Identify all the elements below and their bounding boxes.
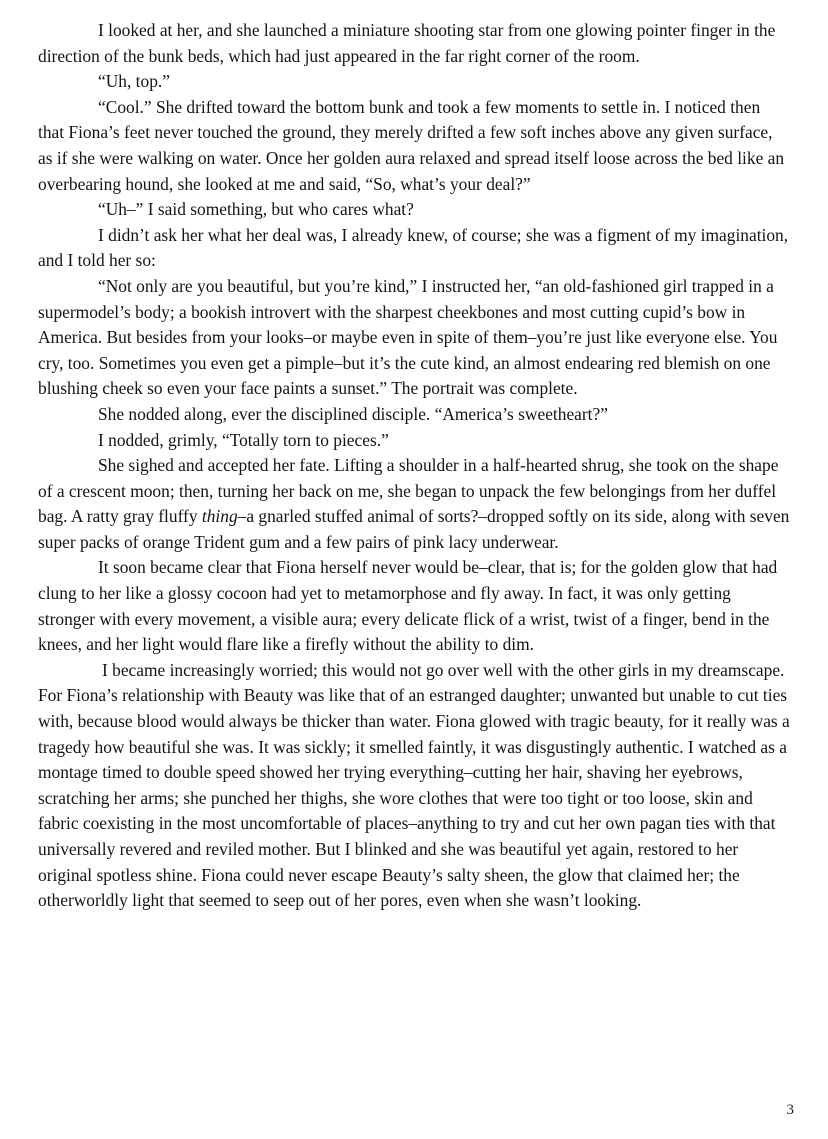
paragraph: I didn’t ask her what her deal was, I already knew, of course; she was a figment of my imagination, and I told her so: <box>38 224 789 271</box>
paragraph: I looked at her, and she launched a miniature shooting star from one glowing pointer finger in the direction of the bunk beds, which had just appeared in the far right corner of the room. <box>38 20 776 66</box>
page-number: 3 <box>786 1102 794 1118</box>
document-body <box>38 18 790 914</box>
paragraph-text: She sighed and accepted her fate. Lifting a shoulder in a half-hearted shrug, she took on the shape of a crescent moon; then, turning her back on me, she began to unpack the few belongings from her duffel bag. A ratty gray fluffy <box>38 455 779 527</box>
paragraph: I nodded, grimly, “Totally torn to pieces.” <box>98 429 389 450</box>
paragraph: She nodded along, ever the disciplined disciple. “America’s sweetheart?” <box>98 403 608 424</box>
paragraph <box>38 453 790 555</box>
paragraph: “Uh, top.” <box>98 71 170 92</box>
paragraph-text: –a gnarled stuffed animal of sorts?–dropped softly on its side, along with seven super packs of orange Trident gum and a few pairs of pink lacy underwear. <box>38 506 790 552</box>
paragraph: It soon became clear that Fiona herself never would be–clear, that is; for the golden glow that had clung to her like a glossy cocoon had yet to metamorphose and fly away. In fact, it was only getting stronger with every movement, a visible aura; every delicate flick of a wrist, twist of a finger, bend in the knees, and her light would flare like a firefly without the ability to dim. <box>38 557 778 655</box>
paragraph: “Cool.” She drifted toward the bottom bunk and took a few moments to settle in. I noticed then that Fiona’s feet never touched the ground, they merely drifted a few soft inches above any given surface, as if she were walking on water. Once her golden aura relaxed and spread itself loose across the bed like an overbearing hound, she looked at me and said, “So, what’s your deal?” <box>38 96 785 194</box>
paragraph: “Not only are you beautiful, but you’re kind,” I instructed her, “an old-fashioned girl trapped in a supermodel’s body; a bookish introvert with the sharpest cheekbones and most cutting cupid’s bow in America. But besides from your looks–or maybe even in spite of them–you’re just like everyone else. You cry, too. Sometimes you even get a pimple–but it’s the cute kind, an almost endearing red blemish on one blushing cheek so even your face paints a sunset.” The portrait was complete. <box>38 275 778 399</box>
paragraph: I became increasingly worried; this would not go over well with the other girls in my dreamscape. For Fiona’s relationship with Beauty was like that of an estranged daughter; unwanted but unable to cut ties with, because blood would always be thicker than water. Fiona glowed with tragic beauty, for it really was a tragedy how beautiful she was. It was sickly; it smelled faintly, it was disgustingly authentic. I watched as a montage timed to double speed showed her trying everything–cutting her hair, shaving her eyebrows, scratching her arms; she punched her thighs, she wore clothes that were too tight or too loose, skin and fabric coexisting in the most uncomfortable of places–anything to try and cut her own pagan ties with that universally revered and reviled mother. But I blinked and she was beautiful yet again, restored to her original spotless shine. Fiona could never escape Beauty’s salty sheen, the glow that claimed her; the otherworldly light that seemed to seep out of her pores, even when she wasn’t looking. <box>38 659 790 911</box>
italic-word: thing <box>201 506 238 527</box>
paragraph: “Uh–” I said something, but who cares what? <box>98 199 414 220</box>
